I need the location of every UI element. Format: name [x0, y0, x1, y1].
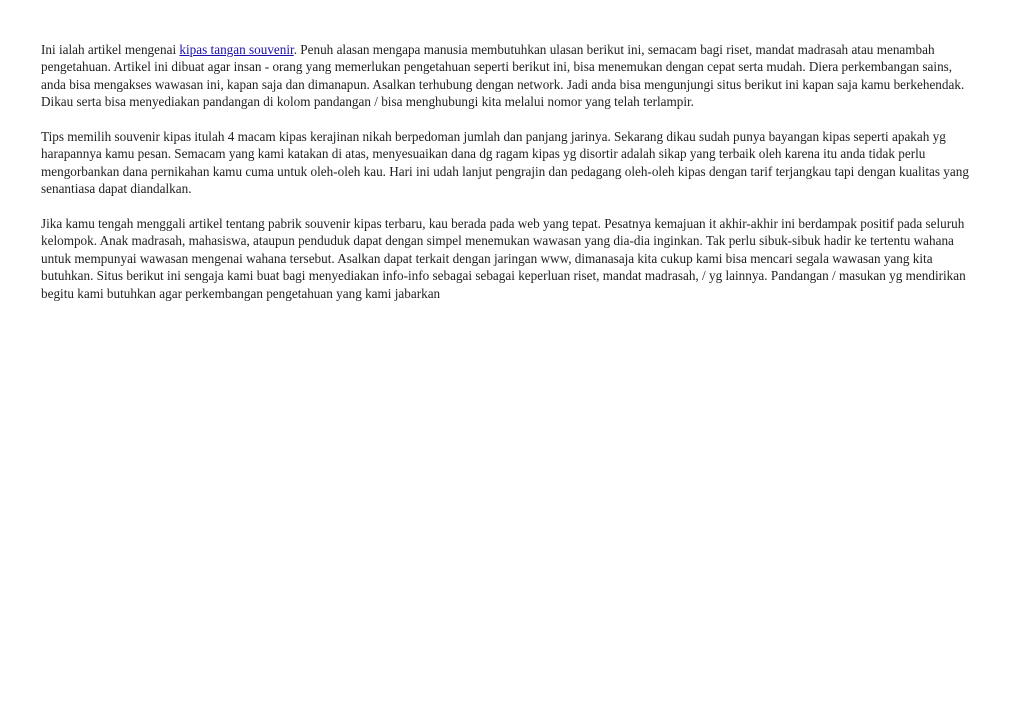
- paragraph-pabrik: Jika kamu tengah menggali artikel tentang pabrik souvenir kipas terbaru, kau berada pada web yang tepat. Pesatnya kemajuan it akhir-akhir ini berdampak positif pada seluruh kelompok. Anak madrasah, mahasiswa, ataupun penduduk dapat dengan simpel menemukan wawasan yang dia-dia inginkan. Tak perlu sibuk-sibuk hadir ke tertentu wahana untuk mempunyai wawasan mengenai wahana tersebut. Asalkan dapat terkait dengan jaringan www, dimanasaja kita cukup kami bisa mencari segala wawasan yang kita butuhkan. Situs berikut ini sengaja kami buat bagi menyediakan info-info sebagai sebagai keperluan riset, mandat madrasah, / yg lainnya. Pandangan / masukan yg mendirikan begitu kami butuhkan agar perkembangan pengetahuan yang kami jabarkan: [41, 216, 966, 301]
- document-body: [41, 41, 971, 319]
- paragraph-intro-lead: Ini ialah artikel mengenai: [41, 42, 180, 57]
- paragraph-intro-body: . Penuh alasan mengapa manusia membutuhkan ulasan berikut ini, semacam bagi riset, mandat madrasah atau menambah pengetahuan. Artikel ini dibuat agar insan - orang yang memerlukan pengetahuan seperti berikut ini, bisa menemukan dengan cepat serta mudah. Diera perkembangan sains, anda bisa mengakses wawasan ini, kapan saja dan dimanapun. Asalkan terhubung dengan network. Jadi anda bisa mengunjungi situs berikut ini kapan saja kamu berkehendak. Dikau serta bisa menyediakan pandangan di kolom pandangan / bisa menghubungi kita melalui nomor yang telah terlampir.: [41, 42, 965, 110]
- paragraph-tips: Tips memilih souvenir kipas itulah 4 macam kipas kerajinan nikah berpedoman jumlah dan panjang jarinya. Sekarang dikau sudah punya bayangan kipas seperti apakah yg harapannya kamu pesan. Semacam yang kami katakan di atas, menyesuaikan dana dg ragam kipas yg disortir adalah sikap yang terbaik oleh karena itu anda tidak perlu mengorbankan dana pernikahan kamu cuma untuk oleh-oleh kau. Hari ini udah lanjut pengrajin dan pedagang oleh-oleh kipas dengan tarif terjangkau tapi dengan kualitas yang senantiasa dapat diandalkan.: [41, 129, 969, 197]
- kipas-tangan-souvenir-link[interactable]: kipas tangan souvenir: [179, 42, 294, 57]
- paragraph-intro: [41, 41, 971, 111]
